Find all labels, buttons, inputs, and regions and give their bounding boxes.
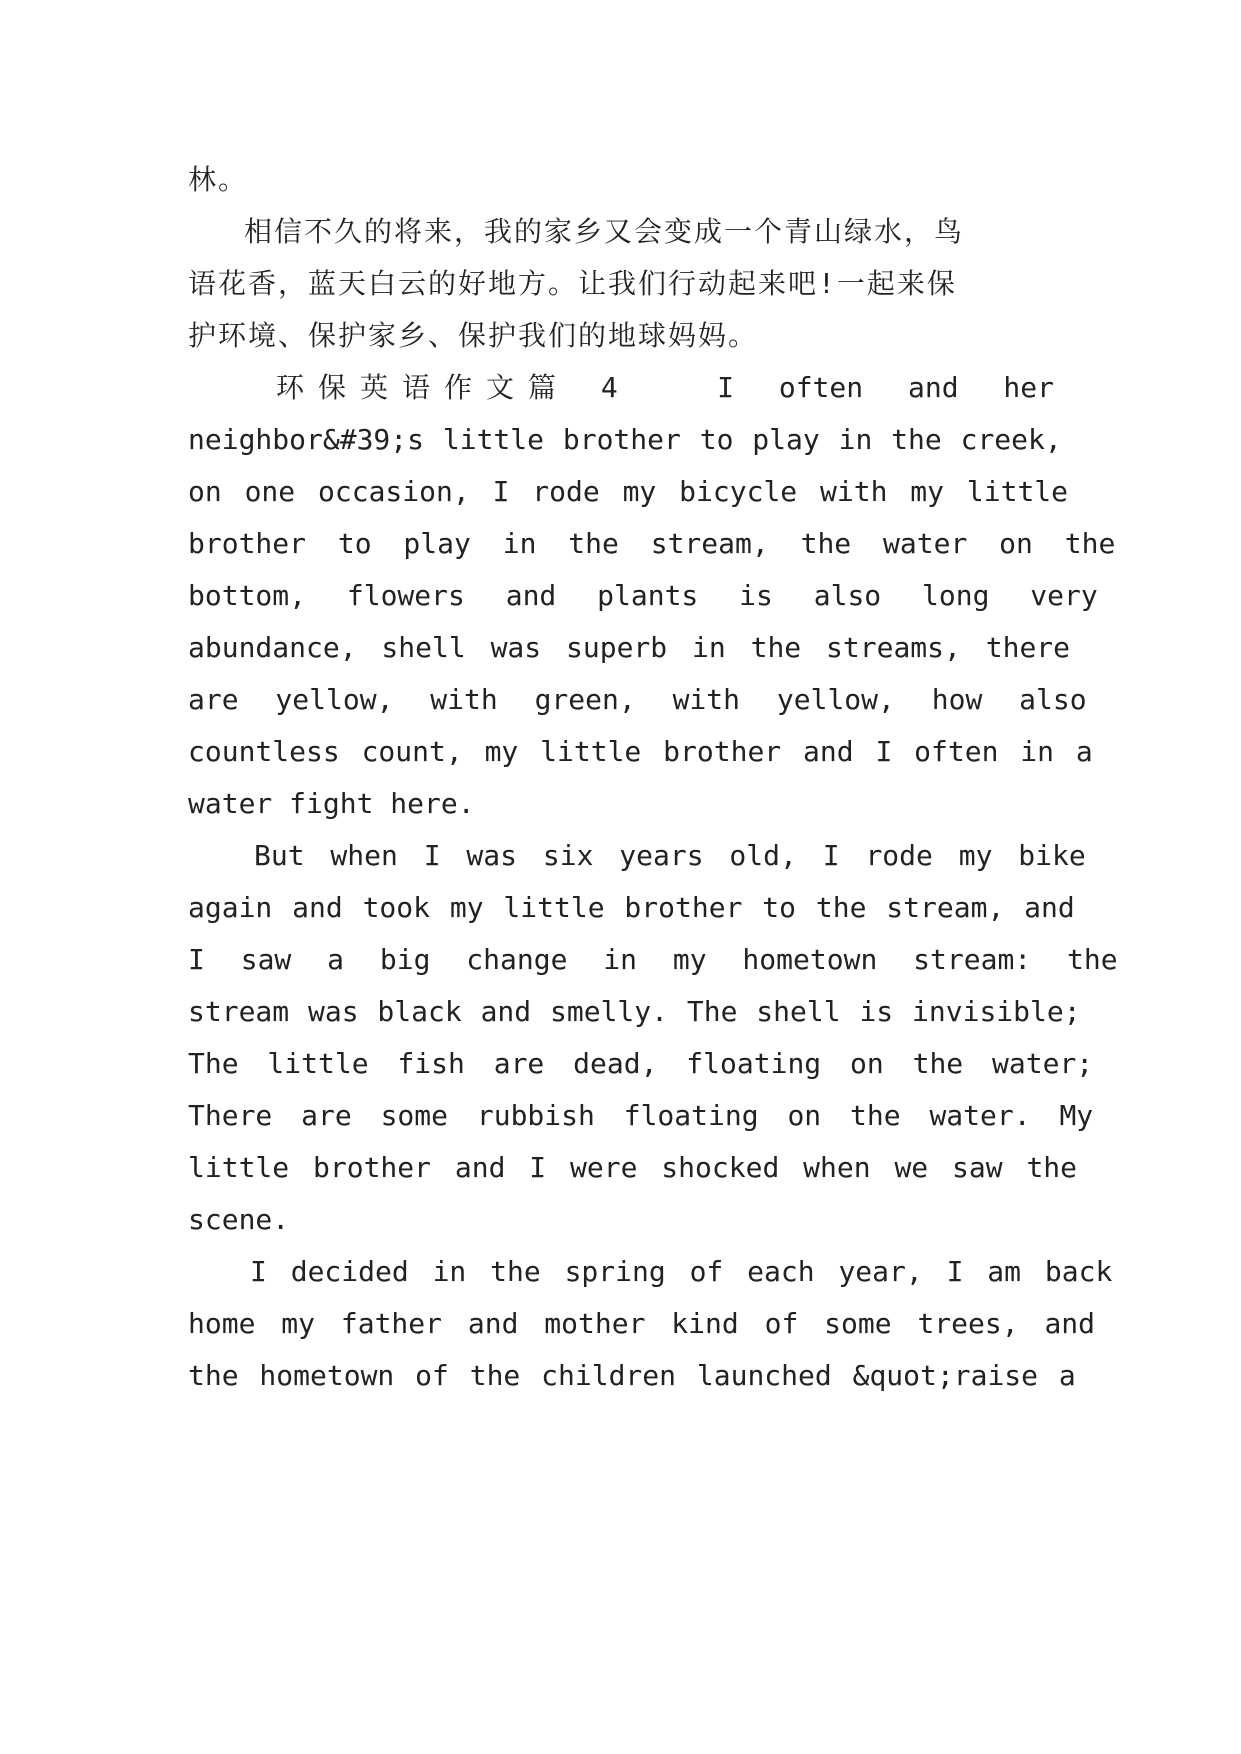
- paragraph-line: the hometown of the children launched &quot;raise a: [188, 1359, 1076, 1392]
- paragraph-line: water fight here.: [188, 787, 475, 820]
- paragraph-line: home my father and mother kind of some trees, and: [188, 1307, 1096, 1340]
- section-first-line-text: I often and her: [717, 371, 1054, 404]
- paragraph-line: bottom, flowers and plants is also long very: [188, 579, 1098, 612]
- paragraph-line: 语花香，蓝天白云的好地方。让我们行动起来吧!一起来保: [188, 267, 957, 300]
- paragraph-line: countless count, my little brother and I often in a: [188, 735, 1093, 768]
- section-first-line: [678, 368, 1054, 408]
- paragraph-line: But when I was six years old, I rode my bike: [254, 839, 1086, 872]
- paragraph-line: abundance, shell was superb in the streams, there: [188, 631, 1071, 664]
- paragraph-line: 护环境、保护家乡、保护我们的地球妈妈。: [188, 319, 759, 352]
- paragraph-line: brother to play in the stream, the water on the: [188, 527, 1116, 560]
- paragraph-line: 林。: [188, 163, 249, 196]
- paragraph-line: scene.: [188, 1203, 290, 1236]
- paragraph-line: I decided in the spring of each year, I am back: [250, 1255, 1113, 1288]
- section-heading: 环保英语作文篇 4: [276, 371, 632, 404]
- paragraph-line: again and took my little brother to the stream, and: [188, 891, 1075, 924]
- paragraph-line: I saw a big change in my hometown stream: the: [188, 943, 1118, 976]
- paragraph-line: little brother and I were shocked when we saw the: [188, 1151, 1078, 1184]
- paragraph-line: are yellow, with green, with yellow, how also: [188, 683, 1087, 716]
- paragraph-line: The little fish are dead, floating on the water;: [188, 1047, 1094, 1080]
- paragraph-line: on one occasion, I rode my bicycle with my little: [188, 475, 1069, 508]
- paragraph-line: stream was black and smelly. The shell is invisible;: [188, 995, 1081, 1028]
- paragraph-line: neighbor&#39;s little brother to play in the creek,: [188, 423, 1062, 456]
- paragraph-line: There are some rubbish floating on the water. My: [188, 1099, 1094, 1132]
- paragraph-line: 相信不久的将来，我的家乡又会变成一个青山绿水，鸟: [244, 215, 965, 248]
